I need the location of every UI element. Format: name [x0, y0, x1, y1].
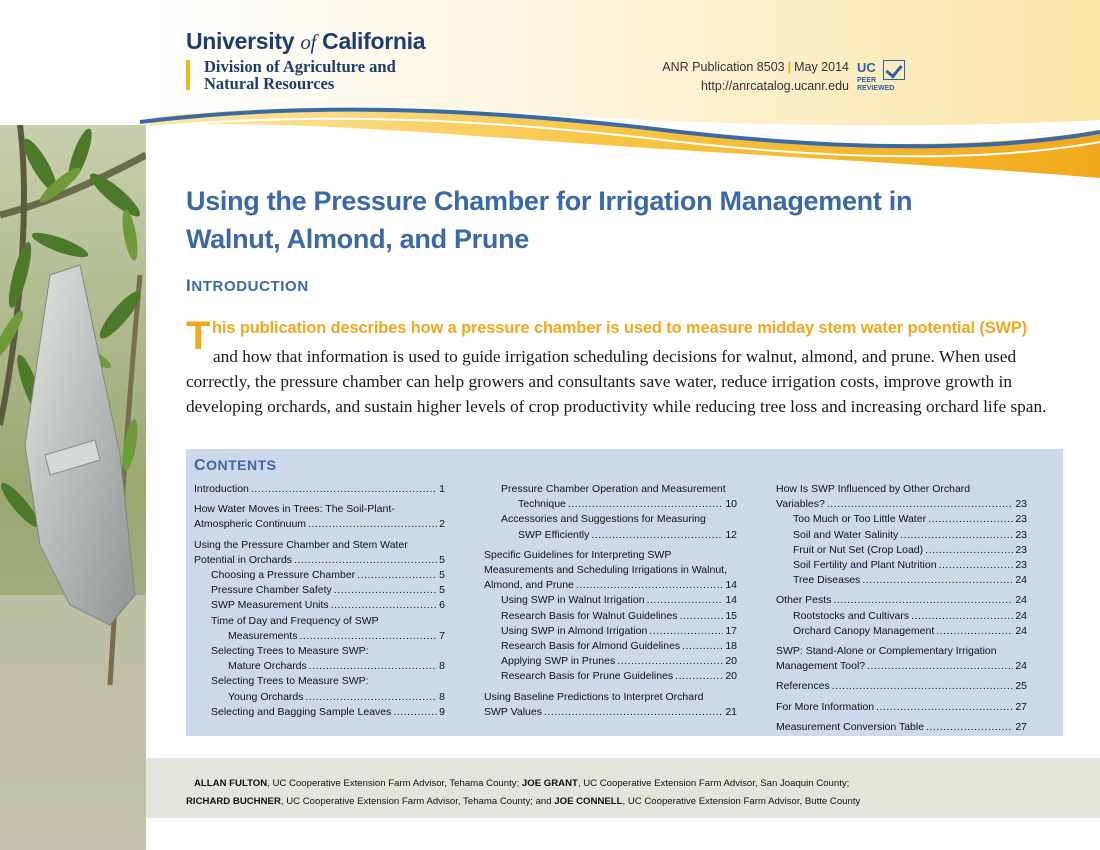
- dot-leader: [832, 679, 1014, 694]
- contents-entry[interactable]: [194, 644, 445, 674]
- contents-entry-page: 10: [725, 498, 737, 511]
- contents-entry-page: 23: [1015, 543, 1027, 556]
- contents-entry[interactable]: [484, 624, 737, 639]
- contents-entry[interactable]: [484, 548, 737, 594]
- contents-entry[interactable]: [776, 558, 1027, 573]
- contents-entry-label: Research Basis for Almond Guidelines: [501, 640, 681, 653]
- authors-line-2: [186, 796, 860, 807]
- contents-entry-label: Pressure Chamber Operation and Measurement: [501, 483, 726, 495]
- contents-entry-label: SWP Values: [484, 705, 542, 718]
- dot-leader: [568, 497, 723, 512]
- contents-entry-page: 18: [725, 640, 737, 653]
- contents-entry-label: Choosing a Pressure Chamber: [211, 569, 356, 582]
- author-affiliation: , UC Cooperative Extension Farm Advisor, Tehama County; and: [280, 796, 555, 807]
- contents-entry[interactable]: [194, 598, 445, 613]
- contents-entry-label: Young Orchards: [228, 690, 304, 703]
- contents-entry[interactable]: [194, 568, 445, 583]
- dot-leader: [647, 593, 724, 608]
- contents-entry[interactable]: [776, 700, 1027, 715]
- authors-band: [146, 758, 1100, 818]
- contents-entry-label: Variables?: [776, 498, 825, 511]
- contents-entry[interactable]: [776, 573, 1027, 588]
- contents-entry-label: For More Information: [776, 700, 875, 713]
- contents-entry-page: 25: [1015, 680, 1027, 693]
- contents-entry-page: 21: [725, 705, 737, 718]
- contents-entry-label: Soil Fertility and Plant Nutrition: [793, 559, 937, 572]
- dot-leader: [308, 517, 437, 532]
- contents-entry-label: Measurement Conversion Table: [776, 720, 925, 733]
- contents-entry-label: Measurements: [228, 629, 298, 642]
- contents-entry[interactable]: [194, 674, 445, 704]
- contents-entry[interactable]: [194, 538, 445, 568]
- contents-entry-page: 23: [1015, 498, 1027, 511]
- contents-entry[interactable]: [194, 583, 445, 598]
- contents-entry[interactable]: [776, 609, 1027, 624]
- contents-entry-label: Time of Day and Frequency of SWP: [211, 614, 379, 627]
- contents-entry-label: Almond, and Prune: [484, 579, 574, 592]
- lead-body-text: and how that information is used to guide irrigation scheduling decisions for walnut, almond, and prune. When used correctly, the pressure chamber can help growers and consultants save water, reduce irrigation costs, improve growth in developing orchards, and sustain higher levels of crop productivity while reducing tree loss and increasing orchard life span.: [186, 347, 1047, 416]
- contents-entry[interactable]: [484, 690, 737, 720]
- contents-entry-label: Specific Guidelines for Interpreting SWP: [484, 548, 672, 561]
- contents-entry-label: SWP: Stand-Alone or Complementary Irrigation: [776, 645, 997, 658]
- university-logo: University of California: [186, 28, 426, 54]
- contents-entry[interactable]: [776, 624, 1027, 639]
- contents-entry-label: How Water Moves in Trees: The Soil-Plant-: [194, 503, 395, 516]
- contents-entry-page: 23: [1015, 513, 1027, 526]
- contents-entry-label: Research Basis for Walnut Guidelines: [501, 609, 678, 622]
- contents-entry-page: 14: [725, 594, 737, 607]
- dot-leader: [679, 609, 723, 624]
- contents-entry-page: 1: [439, 483, 445, 495]
- contents-entry-label: Potential in Orchards: [194, 553, 293, 566]
- dot-leader: [393, 705, 437, 720]
- contents-entry-label: Selecting Trees to Measure SWP:: [211, 645, 369, 658]
- dot-leader: [900, 528, 1013, 543]
- dot-leader: [682, 639, 723, 654]
- contents-heading: CONTENTS: [194, 457, 277, 474]
- peer-reviewed-badge: UC PEER REVIEWED: [857, 60, 913, 94]
- dot-leader: [357, 568, 437, 583]
- contents-entry-page: 14: [725, 579, 737, 592]
- contents-entry[interactable]: [194, 614, 445, 644]
- contents-entry-page: 27: [1015, 700, 1027, 713]
- contents-entry-page: 6: [439, 599, 445, 612]
- contents-entry-label: References: [776, 680, 830, 693]
- logo-accent-bar: [186, 60, 190, 90]
- contents-entry-page: 24: [1015, 594, 1027, 607]
- dot-leader: [251, 482, 437, 497]
- dot-leader: [334, 583, 437, 598]
- contents-entry-label: SWP Efficiently: [518, 528, 590, 541]
- contents-entry-label: Tree Diseases: [793, 574, 861, 587]
- dot-leader: [939, 558, 1014, 573]
- author-affiliation: , UC Cooperative Extension Farm Advisor, San Joaquin County;: [577, 778, 850, 789]
- contents-entry-label: Pressure Chamber Safety: [211, 584, 332, 597]
- contents-entry[interactable]: [484, 639, 737, 654]
- contents-entry-label: Accessories and Suggestions for Measuring: [501, 513, 706, 526]
- contents-entry[interactable]: [776, 543, 1027, 558]
- contents-entry-label: Atmospheric Continuum: [194, 518, 307, 531]
- contents-entry[interactable]: [776, 593, 1027, 608]
- contents-entry[interactable]: [776, 482, 1027, 512]
- lead-highlight: his publication describes how a pressure chamber is used to measure midday stem water potential (SWP): [212, 319, 1028, 337]
- contents-entry-label: How Is SWP Influenced by Other Orchard: [776, 483, 971, 495]
- contents-entry[interactable]: [194, 502, 445, 532]
- contents-entry-label: Measurements and Scheduling Irrigations in Walnut,: [484, 564, 727, 577]
- contents-column-1: [194, 482, 445, 720]
- contents-entry[interactable]: [776, 644, 1027, 674]
- contents-entry[interactable]: [194, 482, 445, 497]
- contents-entry-label: Rootstocks and Cultivars: [793, 609, 910, 622]
- contents-entry[interactable]: [776, 679, 1027, 694]
- contents-entry[interactable]: [484, 609, 737, 624]
- author-name: ALLAN FULTON: [194, 778, 268, 789]
- contents-entry-page: 23: [1015, 528, 1027, 541]
- dot-leader: [675, 669, 723, 684]
- contents-entry-page: 5: [439, 569, 445, 582]
- contents-entry-page: 12: [725, 528, 737, 541]
- dot-leader: [926, 720, 1013, 735]
- author-name: JOE CONNELL: [554, 796, 623, 807]
- dot-leader: [862, 573, 1013, 588]
- dot-leader: [876, 700, 1013, 715]
- dot-leader: [299, 629, 437, 644]
- contents-entry-label: Selecting and Bagging Sample Leaves: [211, 705, 392, 718]
- contents-entry-page: 2: [439, 518, 445, 531]
- contents-entry-label: Research Basis for Prune Guidelines: [501, 670, 674, 683]
- contents-entry-page: 23: [1015, 559, 1027, 572]
- contents-entry[interactable]: [776, 528, 1027, 543]
- contents-box: [186, 449, 1063, 736]
- publication-info: ANR Publication 8503 | May 2014: [662, 60, 849, 74]
- dot-leader: [911, 609, 1013, 624]
- drop-cap: T: [186, 314, 211, 358]
- orchard-leaf-photo: [0, 125, 146, 850]
- contents-entry[interactable]: [194, 705, 445, 720]
- dot-leader: [294, 553, 437, 568]
- contents-entry[interactable]: [484, 669, 737, 684]
- contents-entry-label: Too Much or Too Little Water: [793, 513, 927, 526]
- dot-leader: [331, 598, 437, 613]
- contents-entry[interactable]: [484, 593, 737, 608]
- contents-entry-page: 20: [725, 655, 737, 668]
- contents-entry-label: Using Baseline Predictions to Interpret Orchard: [484, 690, 704, 703]
- contents-entry[interactable]: [776, 512, 1027, 527]
- dot-leader: [925, 543, 1013, 558]
- contents-entry[interactable]: [484, 512, 737, 542]
- contents-entry-label: Orchard Canopy Management: [793, 624, 935, 637]
- dot-leader: [544, 705, 723, 720]
- dot-leader: [591, 528, 723, 543]
- contents-entry-label: Technique: [518, 498, 566, 511]
- author-name: RICHARD BUCHNER: [186, 796, 281, 807]
- contents-entry-label: Mature Orchards: [228, 660, 307, 673]
- contents-entry[interactable]: [484, 654, 737, 669]
- contents-entry-page: 7: [439, 629, 445, 642]
- dot-leader: [576, 578, 723, 593]
- contents-entry-page: 9: [439, 705, 445, 718]
- contents-entry-label: Management Tool?: [776, 660, 866, 673]
- authors-line-1: [194, 778, 849, 789]
- contents-entry-page: 20: [725, 670, 737, 683]
- contents-entry[interactable]: [776, 720, 1027, 735]
- contents-column-3: [776, 482, 1027, 735]
- contents-entry-page: 27: [1015, 720, 1027, 733]
- dot-leader: [833, 593, 1013, 608]
- contents-entry-page: 24: [1015, 609, 1027, 622]
- introduction-heading: INTRODUCTION: [186, 276, 309, 295]
- contents-entry-page: 24: [1015, 624, 1027, 637]
- contents-entry-label: Other Pests: [776, 594, 832, 607]
- dot-leader: [617, 654, 723, 669]
- page-title: Using the Pressure Chamber for Irrigation Management in Walnut, Almond, and Prune: [186, 186, 913, 254]
- dot-leader: [928, 512, 1013, 527]
- division-name: Division of Agriculture and Natural Resources: [204, 57, 396, 93]
- contents-entry-page: 5: [439, 584, 445, 597]
- contents-entry-page: 15: [725, 609, 737, 622]
- contents-entry-label: SWP Measurement Units: [211, 599, 329, 612]
- contents-entry-page: 8: [439, 690, 445, 703]
- header-wave-graphic: [0, 0, 1100, 180]
- contents-entry-page: 17: [725, 624, 737, 637]
- contents-entry-page: 8: [439, 660, 445, 673]
- contents-entry-label: Introduction: [194, 483, 249, 495]
- catalog-url[interactable]: http://anrcatalog.ucanr.edu: [700, 79, 849, 93]
- contents-entry-label: Fruit or Nut Set (Crop Load): [793, 543, 924, 556]
- dot-leader: [649, 624, 723, 639]
- contents-entry-label: Applying SWP in Prunes: [501, 655, 616, 668]
- contents-entry[interactable]: [484, 482, 737, 512]
- contents-entry-label: Using SWP in Almond Irrigation: [501, 624, 648, 637]
- contents-entry-label: Using the Pressure Chamber and Stem Water: [194, 538, 408, 551]
- contents-entry-page: 24: [1015, 574, 1027, 587]
- contents-entry-page: 5: [439, 553, 445, 566]
- contents-entry-label: Soil and Water Salinity: [793, 528, 899, 541]
- dot-leader: [867, 659, 1013, 674]
- contents-entry-label: Using SWP in Walnut Irrigation: [501, 594, 645, 607]
- contents-entry-page: 24: [1015, 660, 1027, 673]
- dot-leader: [306, 690, 438, 705]
- dot-leader: [936, 624, 1013, 639]
- author-affiliation: , UC Cooperative Extension Farm Advisor, Tehama County;: [267, 778, 522, 789]
- author-name: JOE GRANT: [521, 778, 578, 789]
- contents-column-2: [484, 482, 737, 720]
- header-band: [0, 0, 1100, 180]
- dot-leader: [827, 497, 1013, 512]
- author-affiliation: , UC Cooperative Extension Farm Advisor, Butte County: [622, 796, 861, 807]
- dot-leader: [309, 659, 437, 674]
- contents-entry-label: Selecting Trees to Measure SWP:: [211, 675, 369, 688]
